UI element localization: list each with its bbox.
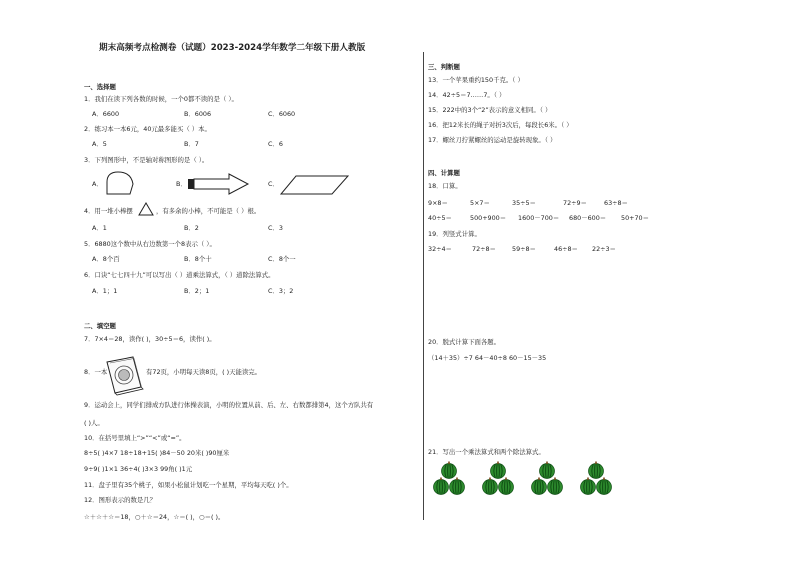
watermelon-icon (434, 478, 449, 495)
watermelon-icon (442, 462, 457, 479)
option-1b: B．6006 (184, 110, 212, 118)
question-1: 1．我们在读下列各数的时候，一个0都不读的是（ ）。 (84, 95, 238, 103)
option-2c: C．6 (268, 140, 283, 148)
question-12: 12．图形表示的数是几？ (84, 496, 157, 504)
watermelon-icon (491, 462, 506, 479)
book-icon (103, 354, 145, 396)
section-heading-choice: 一、选择题 (84, 83, 116, 91)
watermelon-groups (426, 460, 626, 500)
calc-item: 40÷5＝ (428, 214, 452, 222)
question-3: 3．下列图形中，不是轴对称图形的是（ ）。 (84, 156, 209, 164)
vertical-calc-item: 59÷8＝ (512, 245, 536, 253)
question-16: 16．把12米长的绳子对折3次后，每段长6米。（ ） (428, 121, 573, 129)
question-13: 13．一个苹果重约150千克。（ ） (428, 76, 524, 84)
question-21: 21．写出一个乘法算式和两个除法算式。 (428, 448, 545, 456)
watermelon-icon (532, 478, 547, 495)
question-11: 11．盘子里有35个桃子，如果小松鼠计划吃一个星期，平均每天吃( )个。 (84, 481, 293, 489)
option-2b: B．7 (184, 140, 199, 148)
option-3b: B． (176, 180, 187, 188)
question-7: 7．7×4＝28，读作( )，30÷5＝6，读作( )。 (84, 335, 216, 343)
calc-item: 35÷5＝ (512, 199, 536, 207)
watermelon-icon (597, 478, 612, 495)
question-20-expressions: （14＋35）÷7 64－40÷8 60－15－35 (428, 354, 547, 362)
question-9-line-2: ( )人。 (84, 419, 104, 427)
question-5: 5．6880这个数中从右边数第一个8表示（ ）。 (84, 240, 216, 248)
vertical-calc-item: 46÷8＝ (554, 245, 578, 253)
vertical-calc-item: 32÷4＝ (428, 245, 452, 253)
question-8-suffix: 有72页，小明每天读8页，( )天能读完。 (146, 368, 262, 376)
option-6c: C．3；2 (268, 287, 294, 295)
option-4a: A．1 (92, 224, 107, 232)
question-10: 10．在括号里填上“>”“<”或“=”。 (84, 434, 186, 442)
watermelon-icon (483, 478, 498, 495)
watermelon-icon (589, 462, 604, 479)
question-12-equation: ☆＋☆＋☆＝18，○＋☆＝24，☆＝( )，○＝( )。 (84, 513, 225, 521)
calc-item: 9×8＝ (428, 199, 448, 207)
calc-item: 500+900＝ (470, 214, 507, 222)
watermelon-icon (450, 478, 465, 495)
page-title: 期末高频考点检测卷（试题）2023-2024学年数学二年级下册人教版 (99, 43, 366, 53)
shield-shape-icon (104, 170, 136, 196)
question-2: 2．练习本一本6元，40元最多能买（ ）本。 (84, 125, 211, 133)
option-1a: A．6600 (92, 110, 120, 118)
question-15: 15．222中的3个“2”表示的意义相同。（ ） (428, 106, 552, 114)
calc-item: 5×7＝ (470, 199, 490, 207)
option-5b: B．8个十 (184, 255, 212, 263)
option-6a: A．1；1 (92, 287, 118, 295)
vertical-calc-item: 22÷3＝ (592, 245, 616, 253)
question-17: 17．螺丝刀拧紧螺丝的运动是旋转现象。（ ） (428, 136, 557, 144)
calc-item: 680－600＝ (569, 214, 607, 222)
section-heading-calc: 四、计算题 (428, 169, 460, 177)
parallelogram-shape-icon (280, 174, 350, 196)
triangle-icon (138, 202, 154, 216)
option-1c: C．6060 (268, 110, 296, 118)
question-8-prefix: 8．一本 (84, 368, 108, 376)
arrow-shape-icon (186, 172, 250, 196)
question-4-suffix: ，有多余的小棒，不可能是（ ）根。 (156, 207, 261, 215)
option-5a: A．8个百 (92, 255, 120, 263)
calc-item: 72÷9＝ (563, 199, 587, 207)
question-19: 19．列竖式计算。 (428, 230, 481, 238)
section-heading-judge: 三、判断题 (428, 63, 460, 71)
option-4b: B．2 (184, 224, 199, 232)
watermelon-icon (581, 478, 596, 495)
option-6b: B．2；1 (184, 287, 210, 295)
question-6: 6．口诀“七七四十九”可以写出（ ）道乘法算式，（ ）道除法算式。 (84, 271, 275, 279)
question-10-row-2: 9÷9( )1×1 36÷4( )3×3 99角( )1元 (84, 465, 193, 473)
question-20: 20．脱式计算下面各题。 (428, 338, 501, 346)
option-3a: A． (92, 180, 103, 188)
question-10-row-1: 8÷5( )4×7 18÷18+15( )84－50 20米( )90厘米 (84, 449, 230, 457)
watermelon-icon (548, 478, 563, 495)
column-divider (423, 52, 424, 520)
question-14: 14．42÷5＝7……7。（ ） (428, 91, 506, 99)
option-3c: C． (268, 180, 279, 188)
calc-item: 50+70＝ (621, 214, 650, 222)
option-5c: C．8个一 (268, 255, 296, 263)
question-9-line-1: 9．运动会上，同学们排成方队进行体操表演，小明的位置从前、后、左、右数都排第4，这个方队共有 (84, 401, 374, 409)
vertical-calc-item: 72÷8＝ (472, 245, 496, 253)
watermelon-icon (540, 462, 555, 479)
option-2a: A．5 (92, 140, 107, 148)
question-18: 18．口算。 (428, 182, 462, 190)
calc-item: 63÷8＝ (604, 199, 628, 207)
question-4-prefix: 4．用一堆小棒摆 (84, 207, 133, 215)
option-4c: C．3 (268, 224, 283, 232)
calc-item: 1600－700＝ (518, 214, 560, 222)
watermelon-icon (499, 478, 514, 495)
section-heading-fill: 二、填空题 (84, 322, 116, 330)
